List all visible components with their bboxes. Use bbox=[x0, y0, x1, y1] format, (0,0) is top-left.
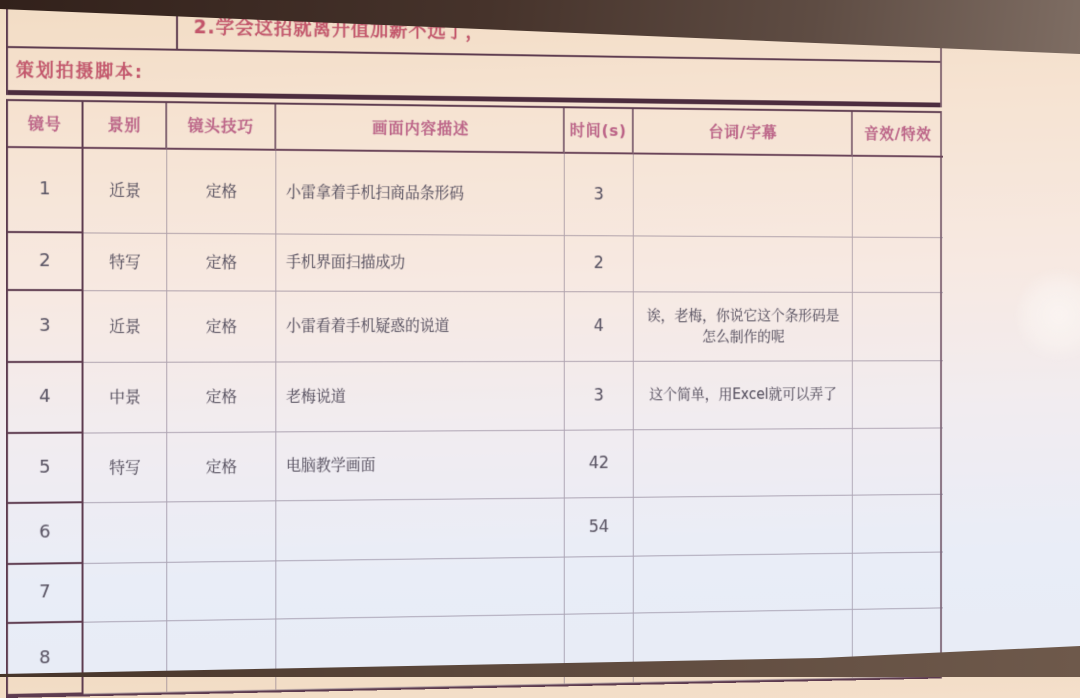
table-row bbox=[8, 291, 940, 363]
video-title: 2.学会这招就离升值加薪不远了， bbox=[193, 15, 485, 43]
cell-dialogue bbox=[634, 154, 853, 237]
cell-dialogue bbox=[634, 554, 853, 614]
header-fx: 音效/特效 bbox=[853, 112, 943, 158]
cell-fx bbox=[853, 293, 943, 362]
table-row bbox=[8, 148, 940, 238]
cell-technique: 定格 bbox=[167, 291, 276, 362]
cell-description: 老梅说道 bbox=[276, 362, 564, 432]
cell-technique: 定格 bbox=[167, 362, 276, 433]
cell-fx bbox=[853, 238, 943, 293]
cell-time bbox=[565, 557, 634, 615]
cell-scene: 特写 bbox=[84, 233, 168, 291]
cell-time: 42 bbox=[565, 430, 634, 498]
cell-technique: 定格 bbox=[167, 432, 276, 502]
cell-scene: 特写 bbox=[84, 433, 168, 503]
cell-shot-no: 3 bbox=[8, 291, 84, 363]
cell-fx bbox=[853, 157, 943, 238]
cell-description: 电脑教学画面 bbox=[276, 431, 564, 502]
header-shot-type: 景别 bbox=[84, 102, 168, 150]
cell-technique bbox=[167, 619, 276, 692]
header-description: 画面内容描述 bbox=[276, 104, 564, 153]
cell-time: 2 bbox=[565, 236, 634, 292]
cell-shot-no: 8 bbox=[8, 623, 84, 696]
script-table bbox=[6, 99, 942, 698]
header-technique: 镜头技巧 bbox=[167, 103, 276, 151]
cell-technique: 定格 bbox=[167, 234, 276, 292]
cell-description: 小雷拿着手机扫商品条形码 bbox=[276, 151, 564, 236]
cell-dialogue: 诶，老梅，你说它这个条形码是怎么制作的呢 bbox=[634, 292, 853, 361]
cell-description bbox=[276, 498, 564, 561]
script-spreadsheet bbox=[6, 0, 942, 698]
cell-technique: 定格 bbox=[167, 150, 276, 235]
cell-technique bbox=[167, 501, 276, 563]
cell-description: 手机界面扫描成功 bbox=[276, 234, 564, 292]
cell-technique bbox=[167, 561, 276, 621]
table-row bbox=[8, 233, 940, 293]
cell-shot-no: 5 bbox=[8, 434, 84, 504]
cell-scene: 近景 bbox=[84, 149, 168, 234]
cell-scene: 中景 bbox=[84, 363, 168, 434]
header-dialogue: 台词/字幕 bbox=[634, 109, 853, 157]
cell-dialogue bbox=[634, 496, 853, 557]
cell-shot-no: 7 bbox=[8, 564, 84, 624]
cell-scene bbox=[84, 563, 168, 623]
cell-fx bbox=[853, 428, 943, 495]
cell-time: 4 bbox=[565, 292, 634, 362]
section-title: 策划拍摄脚本: bbox=[8, 48, 940, 107]
cell-dialogue bbox=[634, 429, 853, 498]
table-row bbox=[8, 608, 940, 696]
cell-description bbox=[276, 558, 564, 620]
cell-description: 小雷看着手机疑惑的说道 bbox=[276, 292, 564, 363]
cell-time: 54 bbox=[565, 498, 634, 558]
light-reflection-blob bbox=[1016, 266, 1080, 364]
cell-time: 3 bbox=[565, 362, 634, 431]
header-time: 时间(s) bbox=[565, 108, 634, 154]
cell-shot-no: 1 bbox=[8, 148, 84, 233]
table-row bbox=[8, 361, 940, 434]
cell-fx bbox=[853, 361, 943, 429]
cell-scene bbox=[84, 502, 168, 564]
cell-fx bbox=[853, 495, 943, 554]
cell-shot-no: 4 bbox=[8, 363, 84, 434]
cell-time: 3 bbox=[565, 154, 634, 237]
cell-description bbox=[276, 615, 564, 691]
header-shot-no: 镜号 bbox=[8, 101, 84, 149]
cell-shot-no: 6 bbox=[8, 503, 84, 565]
cell-fx bbox=[853, 552, 943, 609]
cell-dialogue: 这个简单，用Excel就可以弄了 bbox=[634, 361, 853, 430]
table-row bbox=[8, 428, 940, 504]
cell-dialogue bbox=[634, 236, 853, 292]
cell-scene bbox=[84, 621, 168, 694]
cell-shot-no: 2 bbox=[8, 233, 84, 291]
cell-scene: 近景 bbox=[84, 291, 168, 363]
